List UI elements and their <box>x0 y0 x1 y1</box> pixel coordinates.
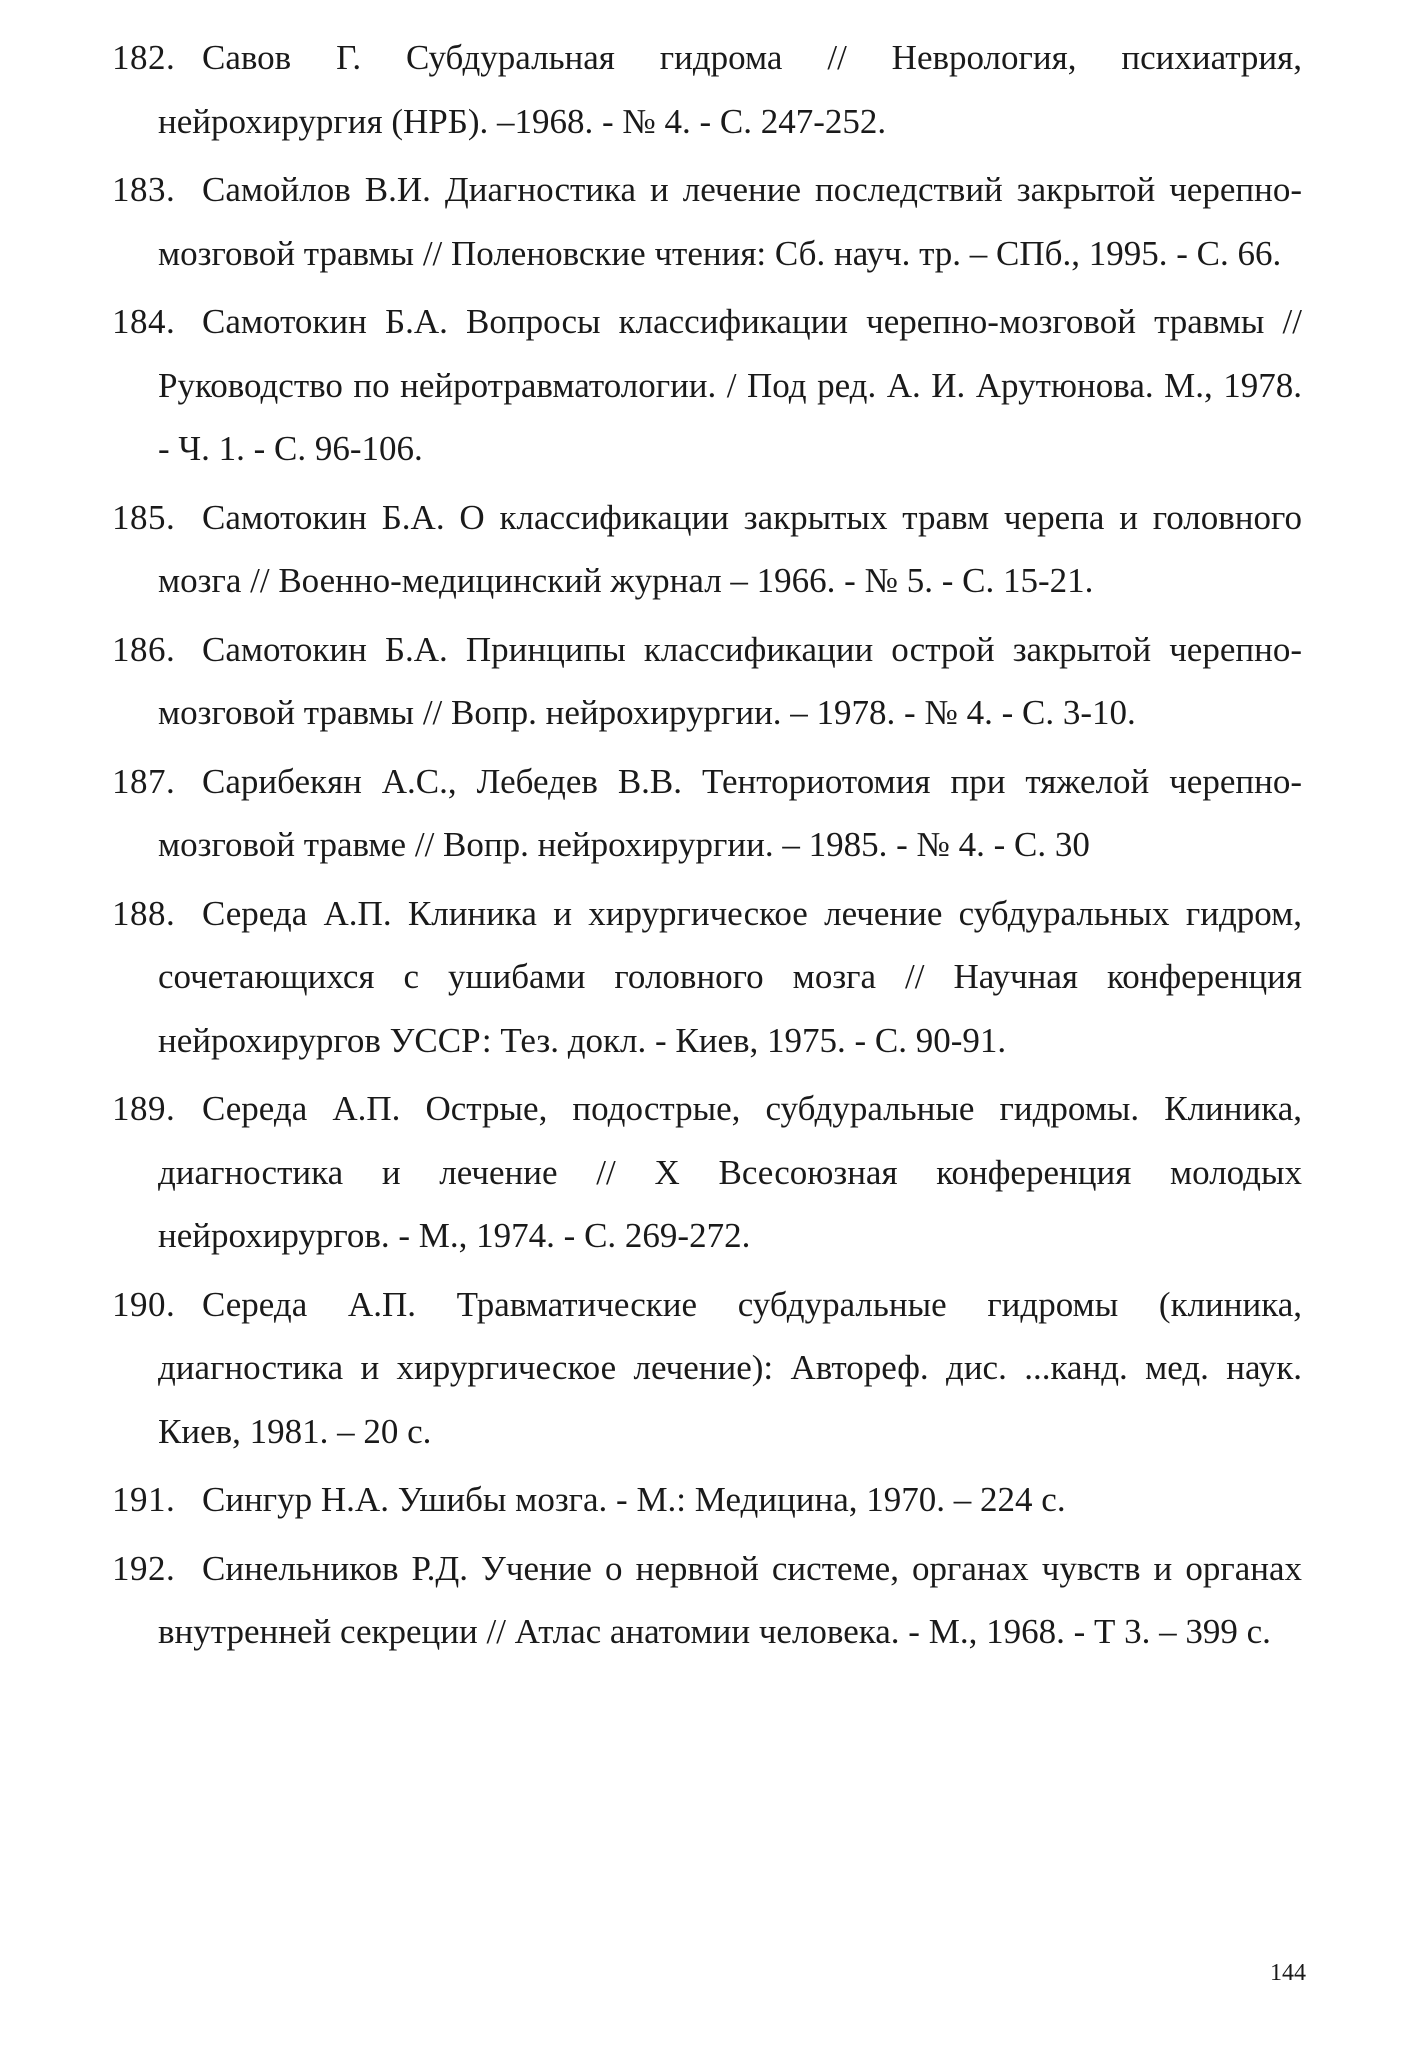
reference-number: 185. <box>112 497 176 537</box>
reference-item <box>112 1537 1302 1664</box>
reference-number: 183. <box>112 170 176 209</box>
reference-number: 182. <box>112 38 176 77</box>
reference-item <box>112 1077 1302 1268</box>
reference-text: Сарибекян А.С., Лебедев В.В. Тенториотомия при тяжелой черепно-мозговой травме // Вопр. нейрохирургии. – 1985. - № 4. - С. 30 <box>158 761 1302 864</box>
reference-text: Самотокин Б.А. Принципы классификации острой закрытой черепно-мозговой травмы // Вопр. нейрохирургии. – 1978. - № 4. - С. 3-10. <box>158 629 1302 732</box>
reference-item <box>112 618 1302 745</box>
reference-text: Середа А.П. Острые, подострые, субдуральные гидромы. Клиника, диагностика и лечение // X Всесоюзная конференция молодых нейрохирургов. - М., 1974. - С. 269-272. <box>158 1089 1302 1255</box>
reference-text: Самотокин Б.А. Вопросы классификации черепно-мозговой травмы // Руководство по нейротравматологии. / Под ред. А. И. Арутюнова. М., 1978. - Ч. 1. - С. 96-106. <box>158 302 1302 468</box>
reference-item <box>112 882 1302 1073</box>
reference-item <box>112 1273 1302 1464</box>
reference-item <box>112 290 1302 481</box>
reference-number: 189. <box>112 1089 176 1128</box>
reference-number: 192. <box>112 1548 176 1588</box>
reference-number: 186. <box>112 629 176 669</box>
reference-text: Самойлов В.И. Диагностика и лечение последствий закрытой черепно-мозговой травмы // Поленовские чтения: Сб. науч. тр. – СПб., 1995. - С. 66. <box>158 170 1302 273</box>
reference-list <box>112 26 1302 1669</box>
reference-item <box>112 486 1302 613</box>
page-number: 144 <box>1270 1960 1306 1986</box>
reference-item <box>112 1468 1302 1532</box>
reference-text: Середа А.П. Клиника и хирургическое лечение субдуральных гидром, сочетающихся с ушибами головного мозга // Научная конференция нейрохирургов УССР: Тез. докл. - Киев, 1975. - С. 90-91. <box>158 893 1302 1060</box>
reference-text: Сингур Н.А. Ушибы мозга. - М.: Медицина, 1970. – 224 с. <box>202 1480 1066 1519</box>
reference-item <box>112 750 1302 877</box>
reference-text: Синельников Р.Д. Учение о нервной системе, органах чувств и органах внутренней секреции // Атлас анатомии человека. - М., 1968. - Т 3. – 399 с. <box>158 1548 1302 1651</box>
reference-number: 190. <box>112 1284 176 1324</box>
reference-item <box>112 26 1302 153</box>
reference-text: Савов Г. Субдуральная гидрома // Неврология, психиатрия, нейрохирургия (НРБ). –1968. - № 4. - С. 247-252. <box>158 38 1302 141</box>
reference-text: Самотокин Б.А. О классификации закрытых травм черепа и головного мозга // Военно-медицинский журнал – 1966. - № 5. - С. 15-21. <box>158 497 1302 600</box>
reference-number: 184. <box>112 302 176 341</box>
reference-number: 191. <box>112 1480 176 1519</box>
reference-number: 187. <box>112 761 176 801</box>
reference-text: Середа А.П. Травматические субдуральные гидромы (клиника, диагностика и хирургическое лечение): Автореф. дис. ...канд. мед. наук. Киев, 1981. – 20 с. <box>158 1284 1302 1451</box>
reference-number: 188. <box>112 893 176 933</box>
reference-item <box>112 158 1302 285</box>
